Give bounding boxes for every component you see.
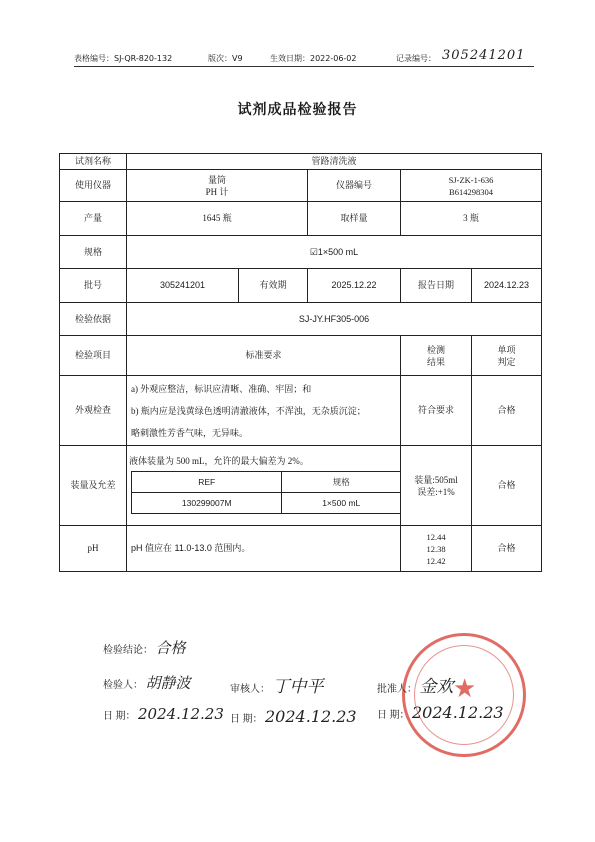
instrument-item: PH 计	[205, 186, 229, 197]
column-standard: 标准要求	[127, 336, 401, 376]
instrument-item: 量筒	[207, 174, 226, 185]
column-result-line: 检测	[426, 344, 445, 355]
ph-row	[60, 526, 542, 572]
record-number-handwritten: 305241201	[442, 48, 526, 63]
instrument-no-label: 仪器编号	[308, 170, 401, 202]
instrument-row	[60, 170, 542, 202]
column-item: 检验项目	[60, 336, 127, 376]
inspector-date	[103, 705, 224, 723]
reagent-label: 试剂名称	[60, 154, 127, 170]
appearance-label: 外观检查	[60, 376, 127, 446]
column-verdict	[472, 336, 542, 376]
reviewer-label: 审核人：	[230, 684, 270, 695]
appearance-result: 符合要求	[401, 376, 472, 446]
output-row	[60, 202, 542, 236]
batch-number: 305241201	[127, 269, 239, 303]
date-handwritten: 2024.12.23	[138, 705, 224, 723]
fill-result	[401, 446, 472, 526]
batch-row	[60, 269, 542, 303]
date-handwritten: 2024.12.23	[265, 707, 357, 726]
report-date-label: 报告日期	[401, 269, 472, 303]
column-verdict-line: 单项	[497, 344, 516, 355]
conclusion	[103, 637, 186, 658]
approver-label: 批准人：	[377, 684, 417, 695]
version: 版次：V9	[208, 54, 243, 63]
appearance-standard-line: b) 瓶内应是浅黄绿色透明清澈液体，不浑浊，无杂质沉淀；	[131, 405, 366, 416]
spec-label: 规格	[60, 236, 127, 269]
column-verdict-line: 判定	[497, 356, 516, 367]
inspector-signature	[103, 672, 191, 693]
effective-date: 生效日期：2022-06-02	[270, 54, 357, 63]
basis-value: SJ-JY.HF305-006	[127, 303, 542, 336]
ph-label: pH	[60, 526, 127, 572]
inspector-name: 胡静波	[145, 674, 191, 692]
output-value: 1645 瓶	[127, 202, 308, 236]
appearance-standard-line: 略刺激性芳香气味，无异味。	[131, 427, 249, 438]
approver-signature	[377, 672, 454, 697]
fill-row	[60, 446, 542, 526]
ph-standard: pH 值应在 11.0-13.0 范围内。	[127, 526, 401, 572]
sample-value: 3 瓶	[401, 202, 542, 236]
ref-value: 130299007M	[132, 493, 282, 514]
spec-row	[60, 236, 542, 269]
output-label: 产量	[60, 202, 127, 236]
conclusion-handwritten: 合格	[155, 639, 186, 657]
record-number-label: 记录编号：	[396, 54, 436, 63]
expiry-label: 有效期	[239, 269, 308, 303]
column-result-line: 结果	[426, 356, 445, 367]
ref-table	[131, 471, 401, 514]
appearance-verdict: 合格	[472, 376, 542, 446]
ph-result: 12.42	[426, 555, 446, 566]
inspector-label: 检验人：	[103, 680, 143, 691]
fill-result-line: 装量:505ml	[414, 474, 458, 485]
approver-date	[377, 703, 504, 722]
fill-verdict: 合格	[472, 446, 542, 526]
appearance-standard-line: a) 外观应整洁，标识应清晰、准确、牢固；和	[131, 383, 312, 394]
ref-spec-value: 1×500 mL	[282, 493, 401, 514]
column-header-row	[60, 336, 542, 376]
basis-row	[60, 303, 542, 336]
reviewer-date	[230, 707, 357, 726]
ph-result: 12.38	[426, 543, 446, 554]
report-table	[59, 153, 542, 572]
reviewer-name: 丁中平	[272, 677, 324, 697]
instrument-list	[127, 170, 308, 202]
date-label: 日 期：	[377, 710, 410, 721]
appearance-row	[60, 376, 542, 446]
reagent-row	[60, 154, 542, 170]
date-label: 日 期：	[230, 714, 263, 725]
date-handwritten: 2024.12.23	[412, 703, 504, 722]
document-header	[74, 50, 534, 67]
approver-name: 金欢	[419, 677, 454, 697]
column-result	[401, 336, 472, 376]
expiry-value: 2025.12.22	[308, 269, 401, 303]
page-title: 试剂成品检验报告	[237, 102, 358, 118]
form-number: 表格编号：SJ-QR-820-132	[74, 54, 173, 63]
fill-result-line: 误差:+1%	[417, 486, 455, 497]
conclusion-label: 检验结论：	[103, 645, 153, 656]
appearance-standard	[127, 376, 401, 446]
reviewer-signature	[230, 672, 324, 697]
instrument-number: B614298304	[449, 186, 493, 197]
ph-verdict: 合格	[472, 526, 542, 572]
spec-value: ☑1×500 mL	[127, 236, 542, 269]
instrument-numbers	[401, 170, 542, 202]
fill-label: 装量及允差	[60, 446, 127, 526]
date-label: 日 期：	[103, 711, 136, 722]
ph-result: 12.44	[426, 531, 446, 542]
instrument-label: 使用仪器	[60, 170, 127, 202]
ph-results	[401, 526, 472, 572]
fill-standard-text: 液体装量为 500 mL，允许的最大偏差为 2%。	[129, 456, 309, 466]
ref-header: REF	[132, 472, 282, 493]
batch-label: 批号	[60, 269, 127, 303]
sample-label: 取样量	[308, 202, 401, 236]
fill-standard-cell	[127, 446, 401, 526]
instrument-number: SJ-ZK-1-636	[448, 174, 494, 185]
spec-header: 规格	[282, 472, 401, 493]
seal-star-icon: ★	[453, 674, 477, 704]
report-date-value: 2024.12.23	[472, 269, 542, 303]
basis-label: 检验依据	[60, 303, 127, 336]
reagent-name: 管路清洗液	[127, 154, 542, 170]
